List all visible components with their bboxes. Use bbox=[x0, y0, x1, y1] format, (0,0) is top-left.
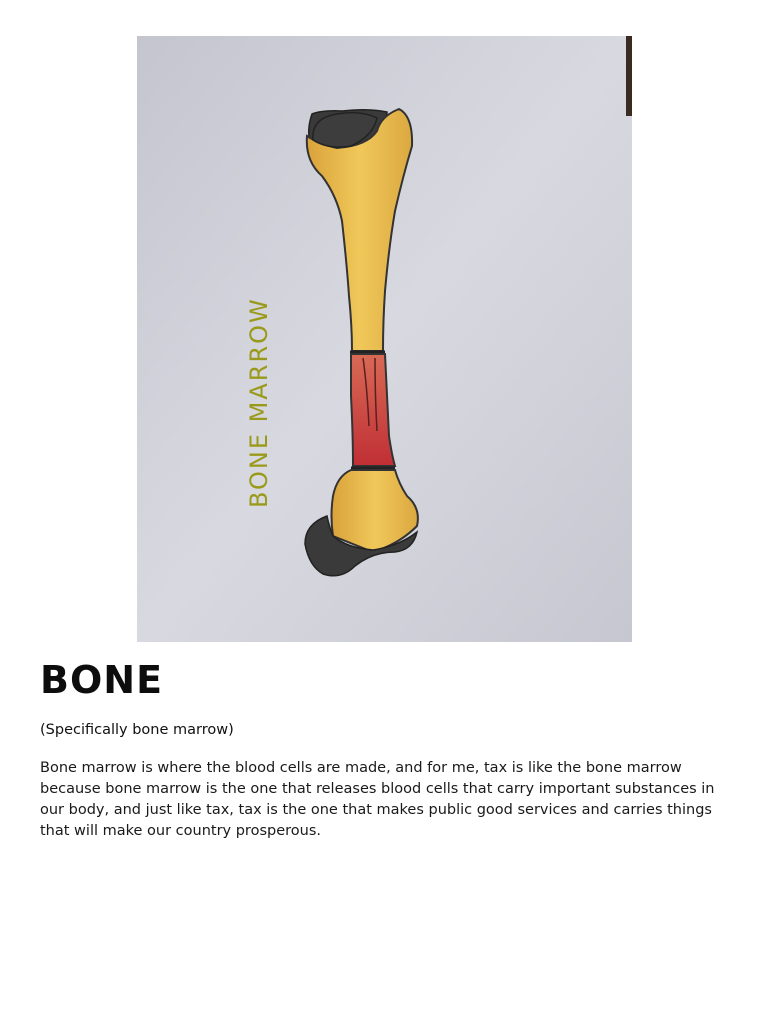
page-title: BONE bbox=[40, 658, 164, 702]
handwritten-label: BONE MARROW bbox=[245, 297, 273, 508]
table-edge bbox=[626, 36, 632, 116]
bone-drawing bbox=[137, 36, 632, 642]
description-paragraph: Bone marrow is where the blood cells are made, and for me, tax is like the bone marrow because bone marrow is the one that releases blood cells that carry important substances in our body, and just like tax, tax is the one that makes public good services and carries things that will make our country prosperous. bbox=[40, 760, 715, 839]
page-subtitle: (Specifically bone marrow) bbox=[40, 722, 234, 738]
bone-drawing-photo bbox=[137, 36, 632, 642]
